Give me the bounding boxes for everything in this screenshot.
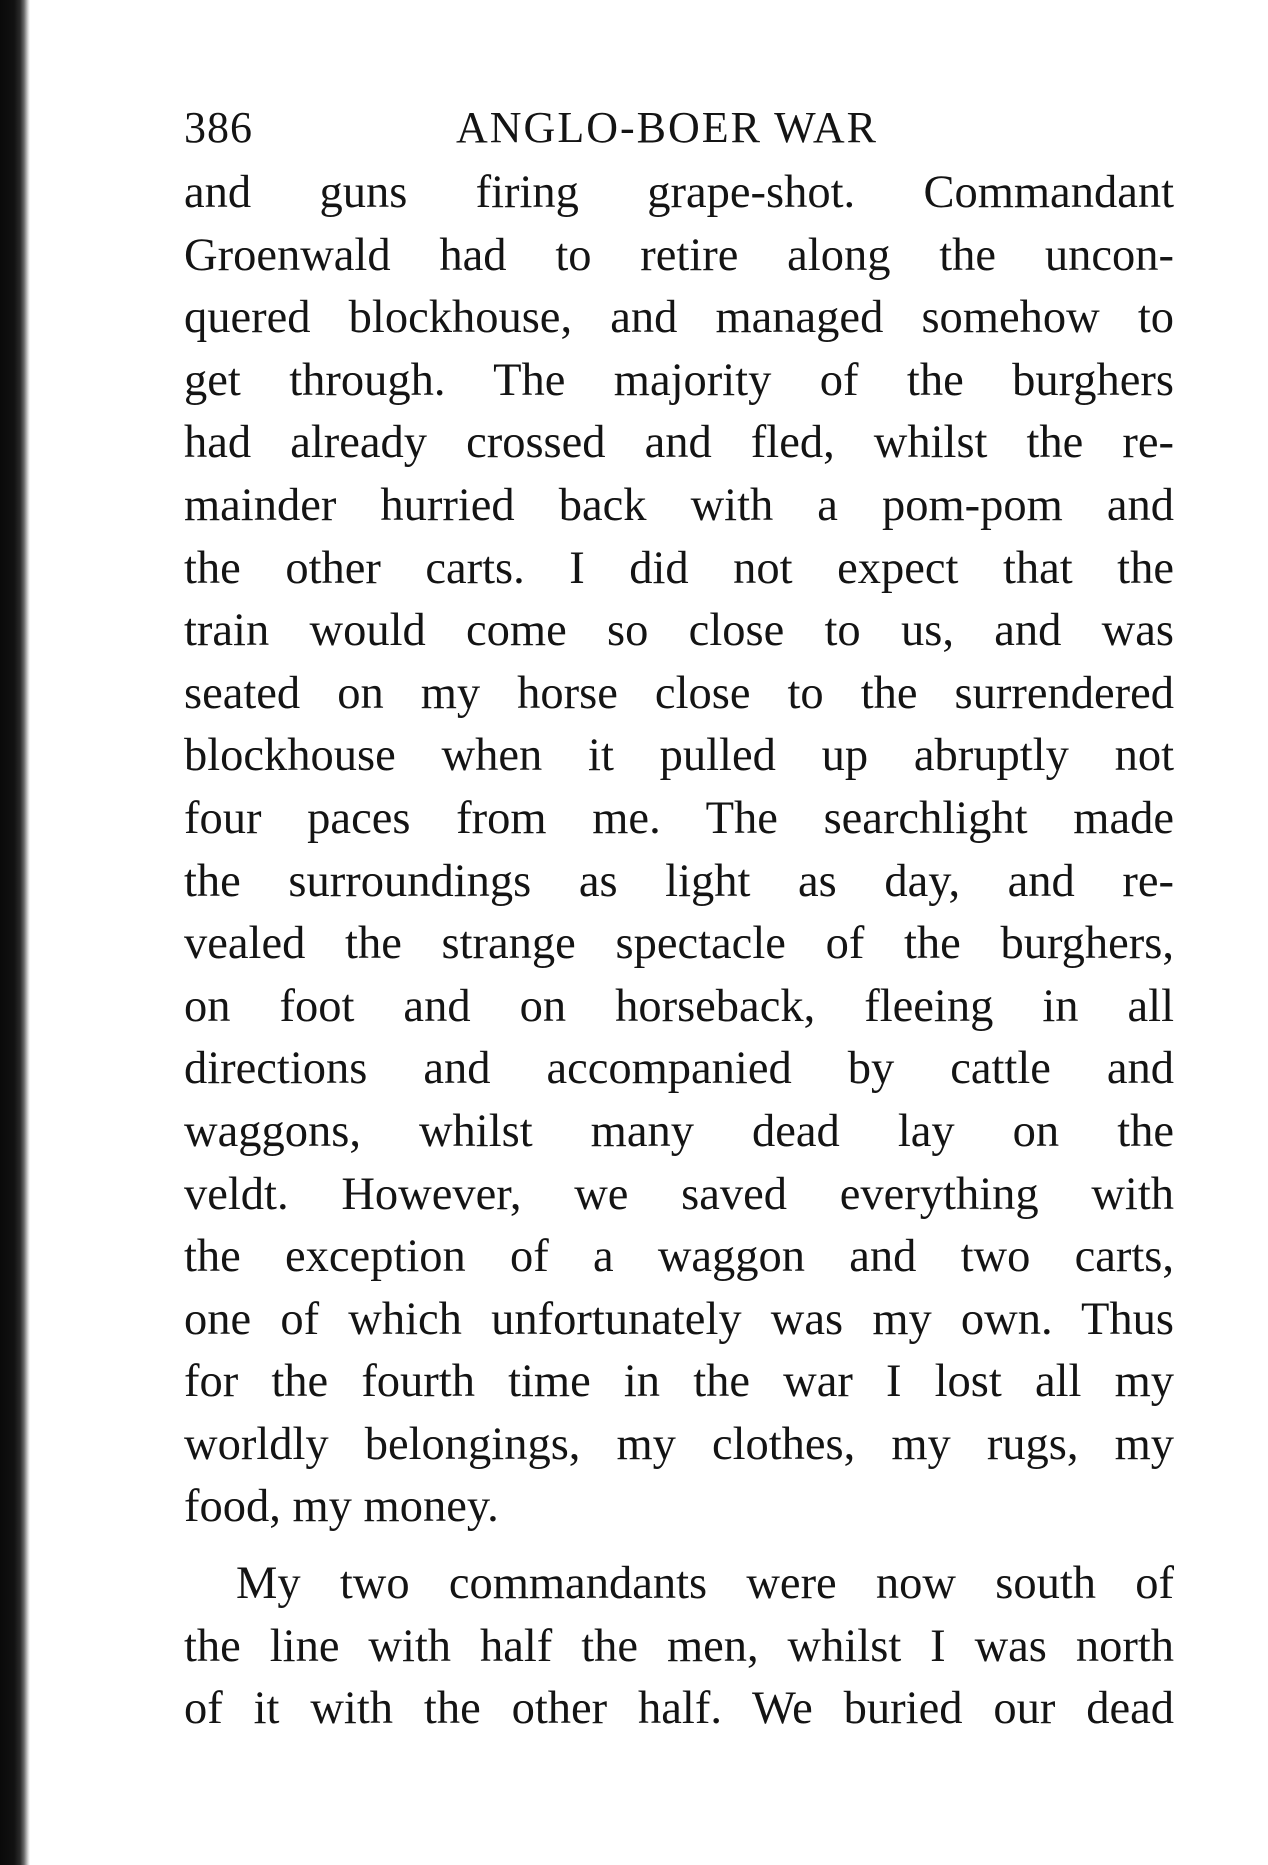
text-line: blockhouse when it pulled up abruptly not <box>184 730 1174 782</box>
text-line: directions and accompanied by cattle and <box>184 1043 1174 1095</box>
text-line: the surroundings as light as day, and re- <box>184 855 1174 907</box>
paragraph-spacer <box>184 1539 1174 1553</box>
page-number: 386 <box>184 103 253 152</box>
paragraph-1 <box>184 162 1174 1539</box>
text-line: the line with half the men, whilst I was north <box>184 1620 1174 1672</box>
text-line: four paces from me. The searchlight made <box>184 792 1174 844</box>
text-line: veldt. However, we saved everything with <box>184 1168 1174 1220</box>
text-line: My two commandants were now south of <box>236 1558 1174 1610</box>
text-line: for the fourth time in the war I lost all my <box>184 1356 1174 1408</box>
text-line: mainder hurried back with a pom-pom and <box>184 479 1174 531</box>
text-line: had already crossed and fled, whilst the re- <box>184 417 1174 469</box>
text-line: quered blockhouse, and managed somehow to <box>184 292 1174 344</box>
text-line: one of which unfortunately was my own. Thus <box>184 1293 1174 1345</box>
text-line: waggons, whilst many dead lay on the <box>184 1105 1174 1157</box>
text-line: Groenwald had to retire along the uncon- <box>184 229 1174 281</box>
text-line: the exception of a waggon and two carts, <box>184 1231 1174 1283</box>
text-line: and guns firing grape-shot. Commandant <box>184 167 1174 218</box>
running-title: ANGLO-BOER WAR <box>456 103 878 152</box>
body-text <box>184 162 1174 1741</box>
page-binding-edge <box>0 0 30 1865</box>
text-line: seated on my horse close to the surrendered <box>184 667 1174 719</box>
text-line: train would come so close to us, and was <box>184 605 1174 657</box>
paragraph-2 <box>184 1553 1174 1741</box>
text-line: of it with the other half. We buried our dead <box>184 1683 1174 1735</box>
text-line: get through. The majority of the burghers <box>184 354 1174 406</box>
text-line: worldly belongings, my clothes, my rugs, my <box>184 1418 1174 1470</box>
text-line: vealed the strange spectacle of the burghers, <box>184 918 1174 970</box>
text-line: on foot and on horseback, fleeing in all <box>184 980 1174 1032</box>
text-line: food, my money. <box>184 1481 499 1533</box>
text-line: the other carts. I did not expect that the <box>184 542 1174 594</box>
page-header <box>184 98 1174 158</box>
